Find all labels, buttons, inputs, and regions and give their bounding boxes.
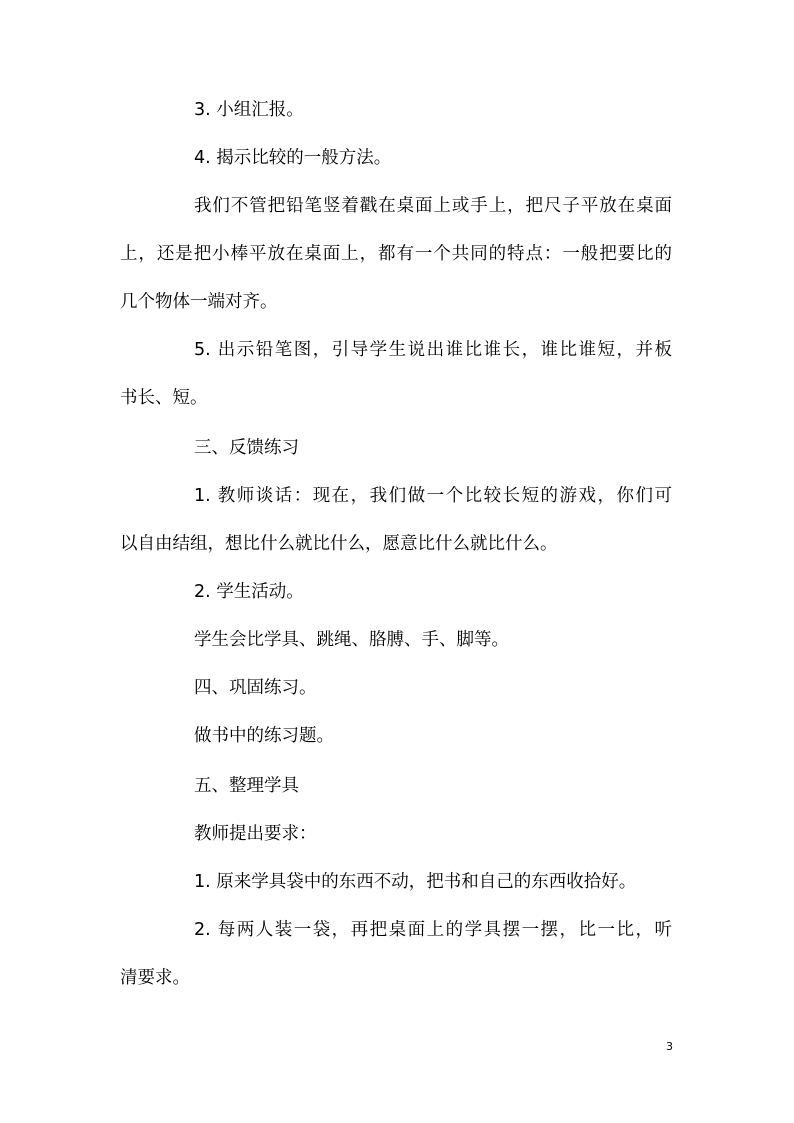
paragraph-line: 清要求。 (120, 968, 190, 988)
paragraph-line: 1. 教师谈话：现在，我们做一个比较长短的游戏，你们可 (194, 486, 672, 506)
paragraph-line: 几个物体一端对齐。 (120, 292, 278, 312)
paragraph-line: 5. 出示铅笔图，引导学生说出谁比谁长，谁比谁短，并板 (194, 340, 672, 360)
paragraph-line: 做书中的练习题。 (194, 726, 334, 746)
paragraph-line: 2. 每两人装一袋，再把桌面上的学具摆一摆，比一比，听 (194, 920, 672, 940)
paragraph-line: 以自由结组，想比什么就比什么，愿意比什么就比什么。 (120, 534, 558, 554)
paragraph-line: 3. 小组汇报。 (194, 100, 304, 120)
paragraph-line: 2. 学生活动。 (194, 582, 304, 602)
paragraph-line: 学生会比学具、跳绳、胳膊、手、脚等。 (194, 630, 509, 650)
paragraph-line: 4. 揭示比较的一般方法。 (194, 148, 392, 168)
paragraph-line: 我们不管把铅笔竖着戳在桌面上或手上，把尺子平放在桌面 (194, 196, 672, 216)
paragraph-line: 1. 原来学具袋中的东西不动，把书和自己的东西收拾好。 (194, 872, 637, 892)
section-heading: 五、整理学具 (194, 776, 299, 796)
paragraph-line: 教师提出要求： (194, 824, 317, 844)
section-heading: 四、巩固练习。 (194, 678, 317, 698)
paragraph-line: 书长、短。 (120, 388, 208, 408)
section-heading: 三、反馈练习 (194, 438, 299, 458)
page-number: 3 (666, 1040, 673, 1053)
paragraph-line: 上，还是把小棒平放在桌面上，都有一个共同的特点：一般把要比的 (120, 244, 672, 264)
